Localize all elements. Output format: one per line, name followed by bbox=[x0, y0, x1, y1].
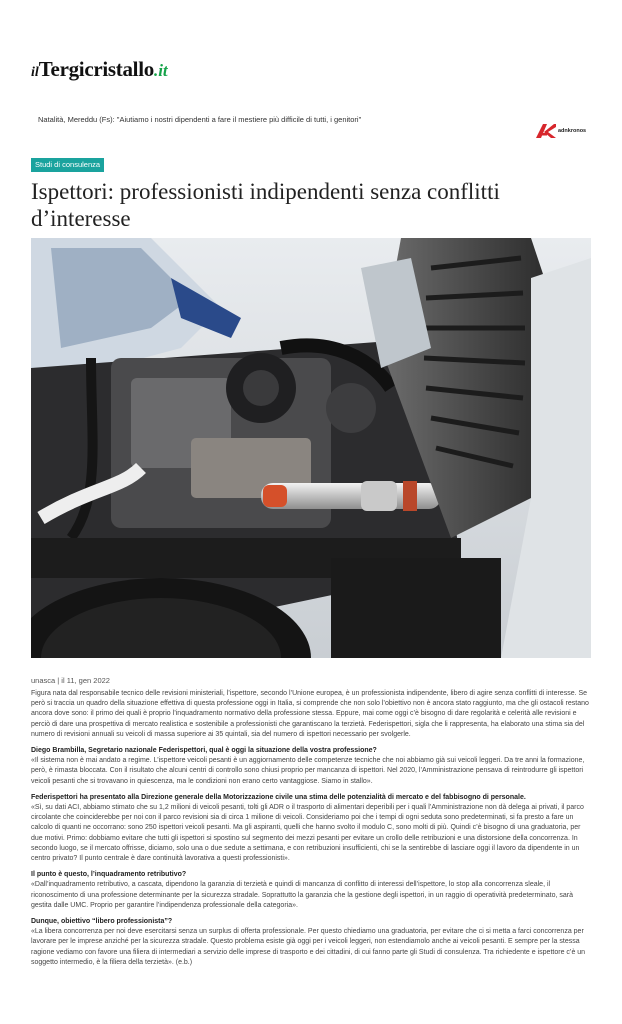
question-4: Dunque, obiettivo “libero professionista”? bbox=[31, 918, 173, 926]
adnkronos-icon bbox=[536, 124, 556, 138]
article-intro: Figura nata dal responsabile tecnico delle revisioni ministeriali, l’ispettore, secondo l’Unione europea, è un professionista indipendente, libero di agire senza conflitti di interesse. Se però si traccia un quadro della situazione effettiva di questa professione oggi in Italia, si comprende che non solo l’obiettivo non è ancora stato raggiunto, ma che gli ostacoli restano ancora dove sono: il primo dei quali è proprio l’inquadramento normativo della professione stessa. Eppure, mai come oggi c’è bisogno di dare regolarità e celerità alle revisioni e perciò di dare una prospettiva di mercato realistica e sostenibile a professionisti che garantiscano la terzietà. Federispettori, sigla che li rappresenta, ha elaborato una stima sia del numero di revisioni annuali su veicoli di massa superiore ai 35 quintali, sia del numero di ispettori necessario per svolgerle. bbox=[31, 690, 589, 738]
article-image bbox=[31, 238, 591, 658]
answer-2: «Sì, su dati ACI, abbiamo stimato che su 1,2 milioni di veicoli pesanti, tolti gli ADR o il trasporto di alimentari deperibili per i quali l’Amministrazione non dà delega ai privati, il parco circolante che coinciderebbe per noi con il parco revisioni sia di circa 1 milione di veicoli. Consideriamo poi che i tempi di ogni seduta sono predeterminati, si fa presto a fare un calcolo di quanti ne occorrano: sono 250 ispettori veicoli pesanti. Ma gli aspiranti, quelli che hanno svolto il modulo C, sono molti di più. Quindi c’è bisogno di una graduatoria, per due motivi. Primo: dobbiamo evitare che tutti gli ispettori si spostino sul segmento dei mezzi pesanti per evitare un crollo delle retribuzioni e una distorsione della concorrenza. In secondo luogo, se il mercato offrisse, diciamo, solo una o due sedute a settimana, e con retribuzioni insufficienti, chi se la sentirebbe di lasciare oggi il lavoro da dipendente in un centro privato? Il punto centrale è dare continuità lavorativa a questi professionisti». bbox=[31, 804, 584, 863]
question-1: Diego Brambilla, Segretario nazionale Federispettori, qual è oggi la situazione della vostra professione? bbox=[31, 747, 377, 755]
answer-1: «Il sistema non è mai andato a regime. L’ispettore veicoli pesanti è un aggiornamento delle competenze tecniche che noi abbiamo già sui veicoli leggeri. Da tre anni la formazione, però, è rimasta bloccata. Con il risultato che alcuni centri di controllo sono chiusi proprio per mancanza di ispettori. Nel 2020, l’Amministrazione pensava di reintrodurre gli ispettori veicoli pesanti che si trovavano in quiescenza, ma le condizioni non erano certo vantaggiose. Siamo in stallo». bbox=[31, 757, 585, 785]
site-logo[interactable] bbox=[31, 57, 168, 79]
adnkronos-label: adnkronos bbox=[558, 128, 587, 134]
category-badge[interactable]: Studi di consulenza bbox=[31, 158, 104, 172]
question-2: Federispettori ha presentato alla Direzione generale della Motorizzazione civile una stima delle potenzialità di mercato e del fabbisogno di personale. bbox=[31, 793, 526, 801]
adnkronos-logo[interactable] bbox=[536, 124, 586, 138]
article-body bbox=[31, 689, 591, 974]
logo-tld: .it bbox=[153, 61, 168, 80]
article-meta: unasca | il 11, gen 2022 bbox=[31, 676, 110, 685]
logo-name: Tergicristallo bbox=[38, 57, 154, 81]
logo-prefix: il bbox=[31, 65, 39, 80]
article-title: Ispettori: professionisti indipendenti senza conflitti d’interesse bbox=[31, 179, 500, 231]
answer-4: «La libera concorrenza per noi deve esercitarsi senza un surplus di offerta professionale. Per questo chiediamo una graduatoria, per evitare che ci si metta a farci concorrenza per lavorare per le imprese anziché per la sicurezza stradale. Questo problema esiste già oggi per i veicoli leggeri, non estendiamolo anche ai veicoli pesanti. E sempre per la stessa ragione vediamo con favore una filiera di intermediari a servizio delle imprese di trasporto e dei cittadini, di cui fanno parte gli Studi di consulenza. Tra richiedente e ispettore c’è un soggetto intermedio, è la filiera della terzietà». (e.b.) bbox=[31, 928, 586, 966]
answer-3: «Dall’inquadramento retributivo, a cascata, dipendono la garanzia di terzietà e quindi di mancanza di conflitto di interessi dell’ispettore, lo stop alla concorrenza sleale, il riconoscimento di una professione determinante per la sicurezza stradale. Soprattutto la garanzia che la gestione degli ispettori, in un raggio di operatività predeterminato, sarà gestita dalle UMC. Proprio per garantire l’indipendenza professionale della categoria». bbox=[31, 881, 574, 909]
question-3: Il punto è questo, l’inquadramento retributivo? bbox=[31, 871, 187, 879]
news-ticker[interactable]: Natalità, Mereddu (Fs): "Aiutiamo i nostri dipendenti a fare il mestiere più difficile di tutti, i genitori" bbox=[38, 115, 362, 124]
